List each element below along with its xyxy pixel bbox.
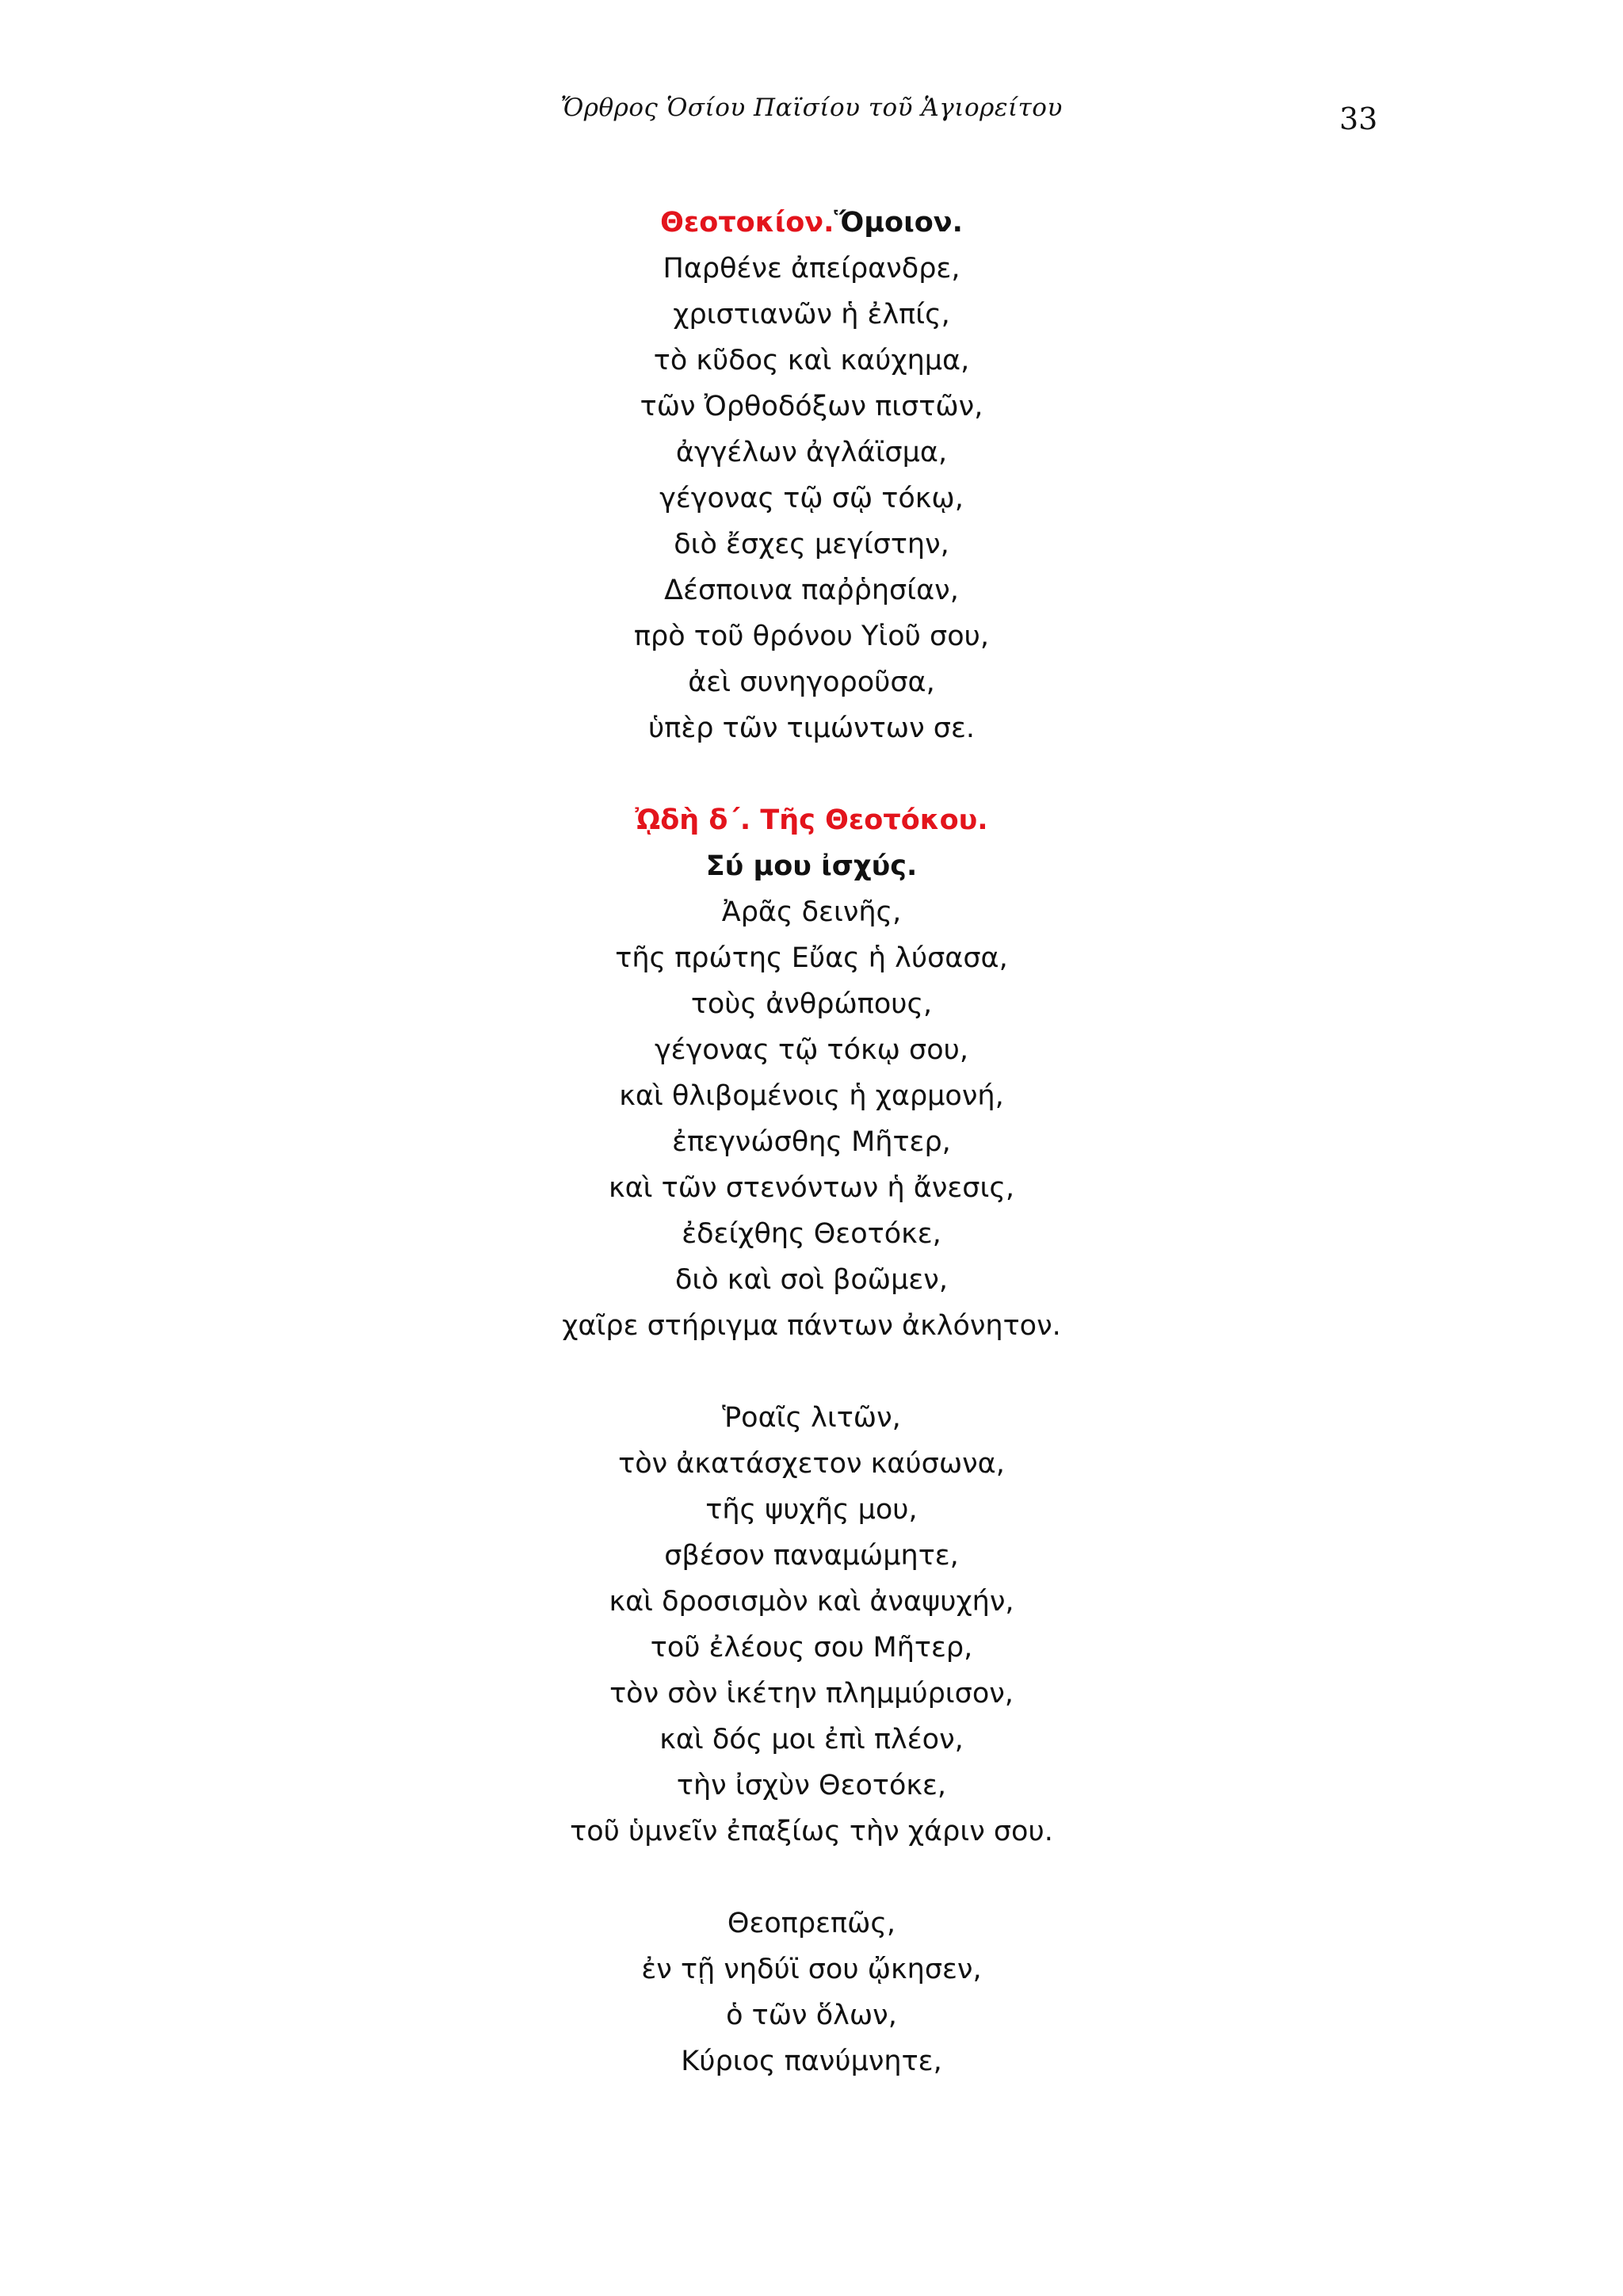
verse-line: χαῖρε στήριγμα πάντων ἀκλόνητον.	[562, 1310, 1061, 1342]
running-header: Ὄρθρος Ὁσίου Παϊσίου τοῦ Ἁγιορείτου	[560, 94, 1063, 122]
verse-line: γέγονας τῷ τόκῳ σου,	[654, 1034, 969, 1066]
verse-line: ἐπεγνώσθης Μῆτερ,	[672, 1126, 951, 1158]
verse-line: χριστιανῶν ἡ ἐλπίς,	[673, 299, 950, 330]
verse-line: τοὺς ἀνθρώπους,	[690, 988, 933, 1020]
verse-line: διὸ ἔσχες μεγίστην,	[674, 529, 949, 560]
hymn-text	[0, 200, 1623, 2084]
verse-line: τῆς πρώτης Εὔας ἡ λύσασα,	[615, 942, 1008, 974]
verse-line: τὸν ἀκατάσχετον καύσωνα,	[618, 1448, 1005, 1480]
stanza-theotokion	[0, 246, 1623, 751]
verse-line: γέγονας τῷ σῷ τόκῳ,	[659, 483, 964, 514]
verse-line: ὑπὲρ τῶν τιμώντων σε.	[648, 712, 975, 744]
ode-heading: ᾨδὴ δ΄. Τῆς Θεοτόκου.	[635, 804, 988, 836]
ode-subheading: Σύ μου ἰσχύς.	[705, 850, 918, 882]
verse-line: τῶν Ὀρθοδόξων πιστῶν,	[640, 391, 983, 422]
verse-line: ὁ τῶν ὅλων,	[726, 2000, 897, 2031]
verse-line: ἀγγέλων ἀγλάϊσμα,	[675, 437, 948, 468]
verse-line: καὶ δός μοι ἐπὶ πλέον,	[659, 1724, 964, 1755]
verse-line: Ῥοαῖς λιτῶν,	[722, 1402, 901, 1434]
heading-homoion: Ὅμοιον.	[834, 207, 963, 239]
verse-line: τοῦ ἐλέους σου Μῆτερ,	[650, 1632, 973, 1664]
verse-line: καὶ δροσισμὸν καὶ ἀναψυχήν,	[609, 1586, 1014, 1618]
verse-line: σβέσον παναμώμητε,	[664, 1540, 959, 1572]
verse-line: καὶ τῶν στενόντων ἡ ἄνεσις,	[608, 1172, 1014, 1204]
verse-line: τὸ κῦδος καὶ καύχημα,	[653, 345, 970, 376]
verse-line: καὶ θλιβομένοις ἡ χαρμονή,	[619, 1080, 1004, 1112]
verse-line: ἐν τῇ νηδύϊ σου ᾤκησεν,	[641, 1954, 982, 1985]
verse-line: ἀεὶ συνηγοροῦσα,	[688, 667, 935, 698]
verse-line: διὸ καὶ σοὶ βοῶμεν,	[675, 1264, 948, 1296]
page-number: 33	[1339, 101, 1378, 136]
heading-theotokion: Θεοτοκίον.	[660, 207, 834, 239]
verse-line: ἐδείχθης Θεοτόκε,	[682, 1218, 941, 1250]
verse-line: τὴν ἰσχὺν Θεοτόκε,	[676, 1770, 947, 1801]
verse-line: τοῦ ὑμνεῖν ἐπαξίως τὴν χάριν σου.	[570, 1816, 1053, 1847]
verse-line: Ἀρᾶς δεινῆς,	[721, 896, 902, 928]
stanza-1	[0, 889, 1623, 1349]
verse-line: Κύριος πανύμνητε,	[681, 2046, 942, 2077]
stanza-2	[0, 1395, 1623, 1855]
verse-line: τὸν σὸν ἱκέτην πλημμύρισον,	[609, 1678, 1014, 1710]
verse-line: πρὸ τοῦ θρόνου Υἱοῦ σου,	[633, 621, 990, 652]
verse-line: Δέσποινα παῤῥησίαν,	[664, 575, 959, 606]
verse-line: τῆς ψυχῆς μου,	[705, 1494, 918, 1526]
section-heading	[0, 200, 1623, 246]
verse-line: Θεοπρεπῶς,	[727, 1908, 896, 1939]
stanza-3	[0, 1901, 1623, 2084]
verse-line: Παρθένε ἀπείρανδρε,	[663, 253, 960, 285]
